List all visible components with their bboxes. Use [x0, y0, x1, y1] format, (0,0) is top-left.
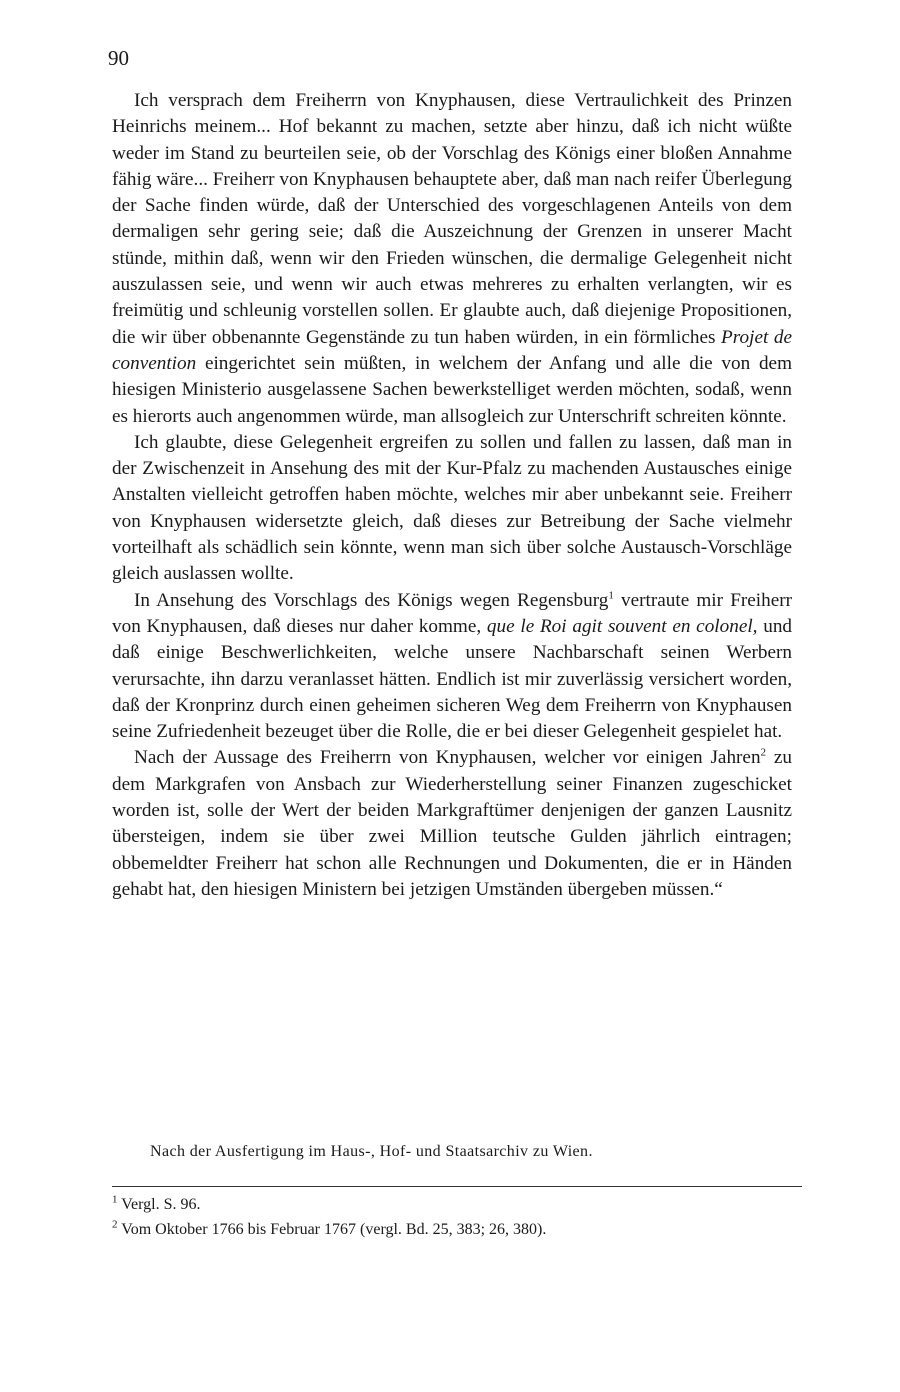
paragraph-text: In Ansehung des Vorschlags des Königs wegen Regensburg: [134, 589, 609, 611]
footnote-marker: 1: [112, 1193, 118, 1206]
page-number: 90: [108, 46, 129, 70]
paragraph: [112, 588, 792, 746]
footnotes: [112, 1192, 792, 1242]
body-text: [112, 88, 792, 903]
footnote-divider: [112, 1186, 802, 1187]
footnote: [112, 1192, 792, 1217]
footnote-reference[interactable]: 1: [608, 589, 614, 602]
italic-phrase: que le Roi agit souvent en colonel,: [486, 615, 758, 637]
paragraph-text: Ich glaubte, diese Gelegenheit ergreifen zu sollen und fallen zu lassen, daß man in der Zwischenzeit in Ansehung des mit der Kur-Pfalz zu machenden Austausches einige Anstalten vielleicht getroffen haben möchte, welches mir aber unbekannt seie. Freiherr von Knyphausen widersetzte gleich, daß dieses zur Betreibung der Sache vielmehr vorteilhaft als schädlich sein könnte, wenn man sich über solche Austausch-Vorschläge gleich auslassen wollte.: [112, 431, 792, 585]
footnote: [112, 1217, 792, 1242]
paragraph-text: Nach der Aussage des Freiherrn von Knyphausen, welcher vor einigen Jahren: [134, 747, 761, 769]
paragraph-text: und daß einige Beschwerlichkeiten, welche unsere Nachbarschaft seinen Werbern verursachte, ihn darzu veranlasset hätten. Endlich ist mir zuverlässig versichert worden, daß der Kronprinz durch einen geheimen sicheren Weg dem Freiherrn von Knyphausen seine Zufriedenheit bezeuget über die Rolle, die er bei dieser Gelegenheit gespielet hat.: [112, 615, 793, 743]
footnote-text: Vergl. S. 96.: [117, 1196, 201, 1213]
footnote-text: Vom Oktober 1766 bis Februar 1767 (vergl. Bd. 25, 383; 26, 380).: [117, 1221, 547, 1238]
paragraph-text: vertraute mir Freiherr von Knyphausen, daß dieses nur daher komme,: [112, 589, 792, 637]
footnote-reference[interactable]: 2: [760, 747, 767, 760]
paragraph: [112, 430, 792, 588]
footnote-marker: 2: [112, 1218, 118, 1231]
source-note: Nach der Ausfertigung im Haus-, Hof- und Staatsarchiv zu Wien.: [150, 1143, 593, 1160]
paragraph-text: eingerichtet sein müßten, in welchem der Anfang und alle die von dem hiesigen Ministerio ausgelassene Sachen bewerkstelliget werden möchten, sodaß, wenn es hierorts auch angenommen würde, man allsogleich zur Unterschrift schreiten könnte.: [112, 352, 792, 427]
italic-phrase: Projet de convention: [112, 326, 793, 374]
paragraph-text: zu dem Markgrafen von Ansbach zur Wiederherstellung seiner Finanzen zugeschicket worden ist, solle der Wert der beiden Markgraftümer denjenigen der ganzen Lausnitz übersteigen, indem sie über zwei Million teutsche Gulden jährlich eintragen; obbemeldter Freiherr hat schon alle Rechnungen und Dokumenten, die er in Händen gehabt hat, den hiesigen Ministern bei jetzigen Umständen übergeben müssen.“: [112, 747, 792, 900]
paragraph: [112, 745, 792, 903]
paragraph-text: Ich versprach dem Freiherrn von Knyphausen, diese Vertraulichkeit des Prinzen Heinrichs meinem... Hof bekannt zu machen, setzte aber hinzu, daß ich nicht wüßte weder im Stand zu beurteilen seie, ob der Vorschlag des Königs einer bloßen Annahme fähig wäre... Freiherr von Knyphausen behauptete aber, daß man nach reifer Überlegung der Sache finden würde, daß der Unterschied des vorgeschlagenen Anteils von dem dermaligen sehr gering seie; daß die Auszeichnung der Grenzen in unserer Macht stünde, mithin daß, wenn wir den Frieden wünschen, die dermalige Gelegenheit nicht auszulassen seie, und wenn wir auch etwas mehreres zu erhalten verlangten, wir es freimütig und schleunig vorstellen sollen. Er glaubte auch, daß diejenige Propositionen, die wir über obbenannte Gegenstände zu tun haben würden, in ein förmliches: [112, 90, 792, 348]
paragraph: [112, 88, 792, 430]
